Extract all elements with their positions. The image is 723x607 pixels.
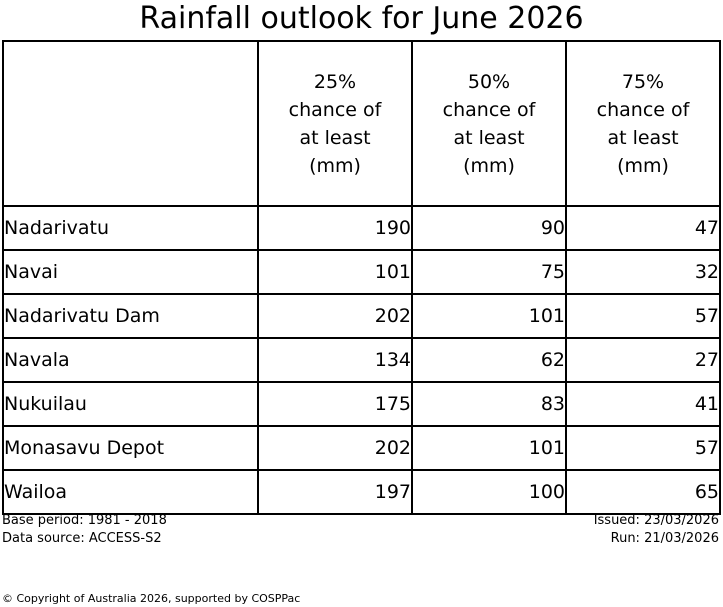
value-p50: 100	[412, 470, 566, 514]
page-title: Rainfall outlook for June 2026	[139, 1, 584, 36]
value-p25: 202	[258, 294, 412, 338]
column-header-p25-line2: chance of	[288, 98, 382, 121]
value-p50: 83	[412, 382, 566, 426]
column-header-p25-line1: 25%	[313, 70, 357, 93]
footer	[2, 512, 719, 548]
value-p50: 101	[412, 294, 566, 338]
value-p50: 62	[412, 338, 566, 382]
value-p75: 32	[566, 250, 720, 294]
issued-date-text: Issued: 23/03/2026	[593, 513, 719, 528]
table-row	[3, 250, 720, 294]
column-header-p25-line3: at least	[299, 126, 371, 149]
location-name: Nadarivatu Dam	[3, 294, 258, 338]
base-period-text: Base period: 1981 - 2018	[2, 513, 167, 528]
column-header-p50-line3: at least	[453, 126, 525, 149]
value-p25: 190	[258, 206, 412, 250]
value-p50: 75	[412, 250, 566, 294]
location-name: Nadarivatu	[3, 206, 258, 250]
column-header-p75-line1: 75%	[621, 70, 665, 93]
table-row	[3, 206, 720, 250]
value-p75: 27	[566, 338, 720, 382]
column-header-p50-line2: chance of	[442, 98, 536, 121]
copyright-text: © Copyright of Australia 2026, supported by COSPPac	[2, 592, 301, 605]
value-p25: 101	[258, 250, 412, 294]
column-header-p25	[258, 41, 412, 206]
column-header-p25-line4: (mm)	[309, 154, 361, 177]
table-header	[3, 41, 720, 206]
value-p50: 90	[412, 206, 566, 250]
location-name: Nukuilau	[3, 382, 258, 426]
value-p25: 175	[258, 382, 412, 426]
value-p75: 57	[566, 294, 720, 338]
column-header-p50-line4: (mm)	[463, 154, 515, 177]
rainfall-outlook-table	[2, 40, 721, 515]
value-p50: 101	[412, 426, 566, 470]
value-p75: 57	[566, 426, 720, 470]
table-row	[3, 382, 720, 426]
rainfall-outlook-table-container	[0, 40, 723, 515]
column-header-p75-line2: chance of	[596, 98, 690, 121]
location-name: Navala	[3, 338, 258, 382]
location-name: Navai	[3, 250, 258, 294]
run-date-text: Run: 21/03/2026	[610, 531, 719, 546]
column-header-p75-line3: at least	[607, 126, 679, 149]
value-p25: 134	[258, 338, 412, 382]
table-row	[3, 470, 720, 514]
value-p75: 65	[566, 470, 720, 514]
table-corner-cell	[3, 41, 258, 206]
column-header-p75-line4: (mm)	[617, 154, 669, 177]
footer-row-2	[2, 530, 719, 548]
table-row	[3, 338, 720, 382]
location-name: Monasavu Depot	[3, 426, 258, 470]
column-header-p50-line1: 50%	[467, 70, 511, 93]
value-p75: 47	[566, 206, 720, 250]
table-row	[3, 426, 720, 470]
column-header-p75	[566, 41, 720, 206]
location-name: Wailoa	[3, 470, 258, 514]
value-p75: 41	[566, 382, 720, 426]
value-p25: 197	[258, 470, 412, 514]
table-row	[3, 294, 720, 338]
data-source-text: Data source: ACCESS-S2	[2, 531, 162, 546]
value-p25: 202	[258, 426, 412, 470]
footer-row-1	[2, 512, 719, 530]
table-body	[3, 206, 720, 514]
column-header-p50	[412, 41, 566, 206]
table-header-row	[3, 41, 720, 206]
